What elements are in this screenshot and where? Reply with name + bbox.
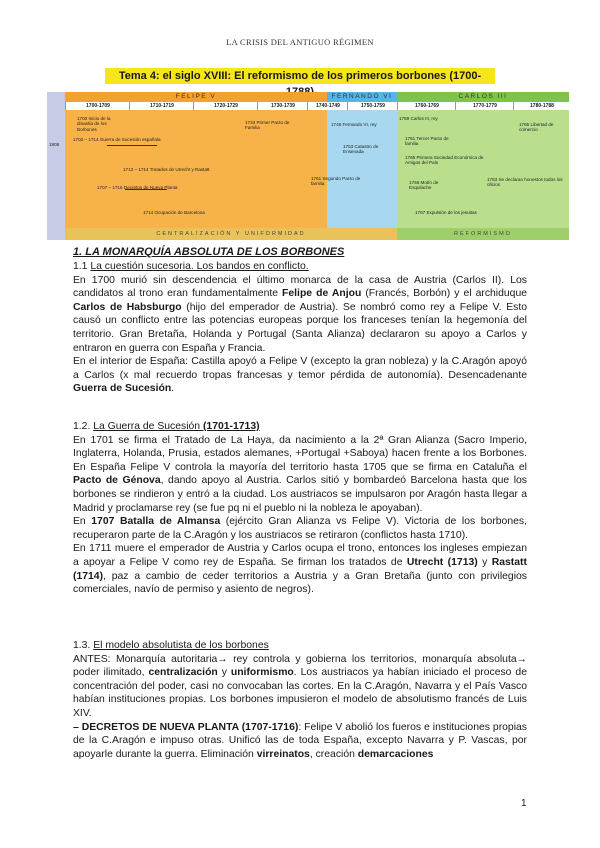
event-utrecht: 1713 – 1714 Tratados de Utrecht y Rastatt [123,167,210,172]
event-carlos-iii: 1759 Carlos III, rey [399,116,438,121]
event-esquilache: 1766 Motín de Esquilache [409,180,439,191]
timeline-infographic [47,92,569,240]
footer-reformismo: REFORMISMO [397,228,569,240]
subsection-number: 1.1 [73,261,91,272]
year-1730: 1730-1739 [257,102,308,110]
band-felipe-v: FELIPE V [65,92,327,102]
subsection-1-2 [73,420,527,597]
paragraph: En 1711 muere el emperador de Austria y Carlos ocupa el trono, entonces los ingleses empiezan a apoyar a Felipe V como rey de España. Se firman los tratados de Utrecht (1713) y Rastatt (1714), paz a cambio de ceder territorios a Austria y a Gran Bretaña (junto con privilegios comerciales, navío de permiso y asiento de negros). [73,543,527,596]
year-1740: 1740-1749 [307,102,348,110]
event-fernando-vi: 1746 Fernando VI, rey [331,122,377,127]
event-tercer-pacto: 1761 Tercer Pacto de familia [405,136,449,147]
year-1720: 1720-1729 [193,102,258,110]
year-1750: 1750-1759 [347,102,398,110]
subsection-title [73,420,527,434]
paragraph: – DECRETOS DE NUEVA PLANTA (1707-1716): Felipe V abolió los fueros e instituciones propias de la C.Aragón e impuso otras. Unificó las de toda España, excepto Navarra y P. Vascas, por apoyarle durante la guerra. Eliminación virreinatos, creación demarcaciones [73,721,527,760]
footer-centralizacion: CENTRALIZACIÓN Y UNIFORMIDAD [65,228,397,240]
timeline-left-strip [47,92,65,240]
year-1700: 1700-1709 [65,102,130,110]
event-sociedad-economica: 1765 Primera Sociedad Económica de Amigos del País [405,155,484,166]
subsection-title-text: La cuestión sucesoria. Los bandos en conflicto. [90,261,309,272]
arrow-nueva-planta [125,189,167,190]
section-heading-monarquia: 1. LA MONARQUÍA ABSOLUTA DE LOS BORBONES [73,246,345,258]
year-1780: 1780-1788 [513,102,570,110]
running-header: LA CRISIS DEL ANTIGUO RÉGIMEN [226,37,374,47]
paragraph: En 1707 Batalla de Almansa (ejército Gran Alianza vs Felipe V). Victoria de los borbones, recuperaron parte de la C.Aragón y los austriacos se retiraron (conflictos hasta 1710). [73,516,527,541]
event-guerra-sucesion: 1702 – 1714 Guerra de Sucesión española [73,137,161,142]
paragraph: En 1701 se firma el Tratado de La Haya, da nacimiento a la 2ª Gran Alianza (Sacro Imperio, Inglaterra, Holanda, Prusia, estados alemanes, +Portugal +Saboya) hacen frente a los Borbones. En España Felipe V controla la mayoría del territorio hasta 1705 que se firma en Cataluña el Pacto de Génova, dando apoyo al Austria. Carlos sitió y bombardeó Barcelona hasta que los borbones se rindieron y entró a la ciudad. Los austriacos se impulsaron por Aragón hasta llegar a Madrid y proclamarse rey (se fue pq ni el pueblo ni la nobleza le apoyaban). [73,434,527,514]
event-segundo-pacto: 1761 Segundo Pacto de familia [311,176,361,187]
paragraph: En el interior de España: Castilla apoyó a Felipe V (excepto la gran nobleza) y la C.Aragón apoyó a Carlos (x mal recuerdo tropas francesas y temor pérdida de autonomía). Desencadenante Guerra de Sucesión. [73,356,527,395]
zone-fernando-vi [327,110,397,228]
subsection-dates: (1701-1713) [200,421,260,432]
subsection-title-text: La Guerra de Sucesión [93,421,201,432]
paragraph: ANTES: Monarquía autoritaria→ rey controla y gobierna los territorios, monarquía absoluta→ poder ilimitado, centralización y uniformismo. Los austriacos ya habían iniciado el proceso de concentración del poder, casi no convocaban las cortes. En la C.Aragón, Navarra y el País Vasco habían instituciones propias. Los borbones impusieron el modelo de absolutismo francés de Luis XIV. [73,653,527,719]
event-libertad-comercio: 1765 Libertad de comercio [519,122,554,133]
subsection-1-1 [73,260,527,396]
arrow-guerra [107,145,157,146]
event-oficios: 1783 Se declaran honestos todos los oficios [487,177,563,188]
subsection-title-text: El modelo absolutista de los borbones [93,640,269,651]
subsection-title [73,639,527,653]
event-barcelona: 1714 Ocupación de Barcelona [143,210,205,215]
event-jesuitas: 1767 Expulsión de los jesuitas [415,210,477,215]
subsection-1-3 [73,639,527,761]
year-1710: 1710-1719 [129,102,194,110]
band-carlos-iii: CARLOS III [397,92,569,102]
event-1700: 1700 Inicio de la dinastía de los Borbones [77,116,111,132]
year-1760: 1760-1769 [397,102,456,110]
subsection-number: 1.3. [73,640,94,651]
document-title: Tema 4: el siglo XVIII: El reformismo de los primeros borbones (1700- [105,68,495,84]
band-fernando-vi: FERNANDO VI [327,92,397,102]
event-1808: 1808 [49,142,60,147]
year-1770: 1770-1779 [455,102,514,110]
event-primer-pacto: 1733 Primer Pacto de Familia [245,120,290,131]
subsection-number: 1.2. [73,421,94,432]
event-nueva-planta: 1707 – 1716 Decretos de Nueva Planta [97,185,178,190]
event-catastro: 1753 Catastro de Ensenada [343,144,379,155]
subsection-title [73,260,527,274]
page-number: 1 [521,798,527,809]
paragraph: En 1700 murió sin descendencia el último monarca de la casa de Austria (Carlos II). Los candidatos al trono eran fundamentalmente Felipe de Anjou (Francés, Borbón) y el archiduque Carlos de Habsburgo (hijo del emperador de Austria). Se nombró como rey a Felipe V. Esto causó un conflicto entre las potencias europeas porque los franceses tenían la hegemonía del territorio. Gran Bretaña, Holanda y Portugal (Santa Alianza) declararon su apoyo a Carlos y entraron en guerra con España y Francia. [73,274,528,354]
